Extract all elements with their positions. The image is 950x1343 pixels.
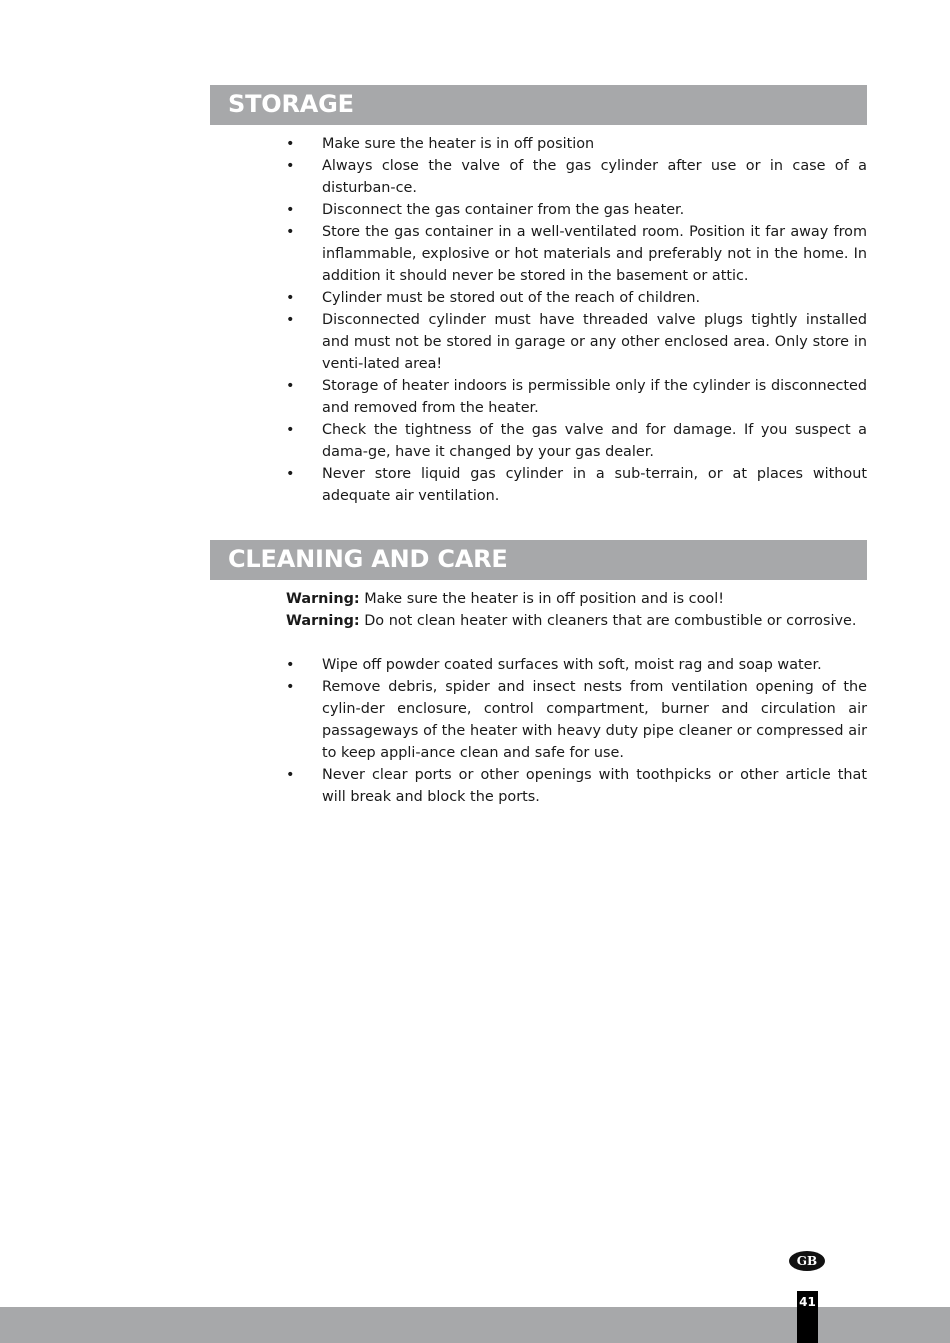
list-item: • Remove debris, spider and insect nests from ventilation opening of the cylin-der enclosure, control compartment, burner and circulation air passageways of the heater with heavy duty pipe cleaner or compressed air to keep appli-ance clean and safe for use. [286, 676, 867, 764]
bullet-icon: • [286, 466, 295, 482]
bullet-icon: • [286, 158, 295, 174]
list-item: • Never clear ports or other openings with toothpicks or other article that will break and block the ports. [286, 764, 867, 808]
bullet-icon: • [286, 767, 295, 783]
list-item: • Wipe off powder coated surfaces with soft, moist rag and soap water. [286, 654, 867, 676]
cleaning-section-header [210, 540, 867, 580]
bullet-icon: • [286, 290, 295, 306]
bullet-icon: • [286, 657, 295, 673]
warning-line: Warning: Make sure the heater is in off position and is cool! [286, 591, 724, 607]
bullet-icon: • [286, 312, 295, 328]
bullet-icon: • [286, 422, 295, 438]
storage-content [286, 133, 867, 507]
list-item: • Store the gas container in a well-ventilated room. Position it far away from inflammable, explosive or hot materials and preferably not in the home. In addition it should never be stored in the basement or attic. [286, 221, 867, 287]
cleaning-title: CLEANING AND CARE [228, 545, 508, 573]
cleaning-list [286, 654, 867, 808]
page-number: 41 [797, 1291, 818, 1343]
list-item: • Disconnect the gas container from the gas heater. [286, 199, 867, 221]
bullet-icon: • [286, 679, 295, 695]
cleaning-content [286, 588, 867, 808]
list-item: • Cylinder must be stored out of the reach of children. [286, 287, 867, 309]
storage-title: STORAGE [228, 90, 354, 118]
list-item: • Disconnected cylinder must have threaded valve plugs tightly installed and must not be stored in garage or any other enclosed area. Only store in venti-lated area! [286, 309, 867, 375]
language-badge: GB [789, 1251, 825, 1271]
bullet-icon: • [286, 202, 295, 218]
bullet-icon: • [286, 136, 295, 152]
storage-section-header [210, 85, 867, 125]
bullet-icon: • [286, 224, 295, 240]
list-item: • Never store liquid gas cylinder in a sub-terrain, or at places without adequate air ventilation. [286, 463, 867, 507]
bullet-icon: • [286, 378, 295, 394]
list-item: • Storage of heater indoors is permissible only if the cylinder is disconnected and removed from the heater. [286, 375, 867, 419]
storage-list [286, 133, 867, 507]
spacer [286, 632, 867, 654]
list-item: • Make sure the heater is in off position [286, 133, 867, 155]
warning-line: Warning: Do not clean heater with cleaners that are combustible or corrosive. [286, 613, 857, 629]
warning-label: Warning: [286, 591, 360, 607]
list-item: • Check the tightness of the gas valve and for damage. If you suspect a dama-ge, have it changed by your gas dealer. [286, 419, 867, 463]
warning-label: Warning: [286, 613, 360, 629]
list-item: • Always close the valve of the gas cylinder after use or in case of a disturban-ce. [286, 155, 867, 199]
